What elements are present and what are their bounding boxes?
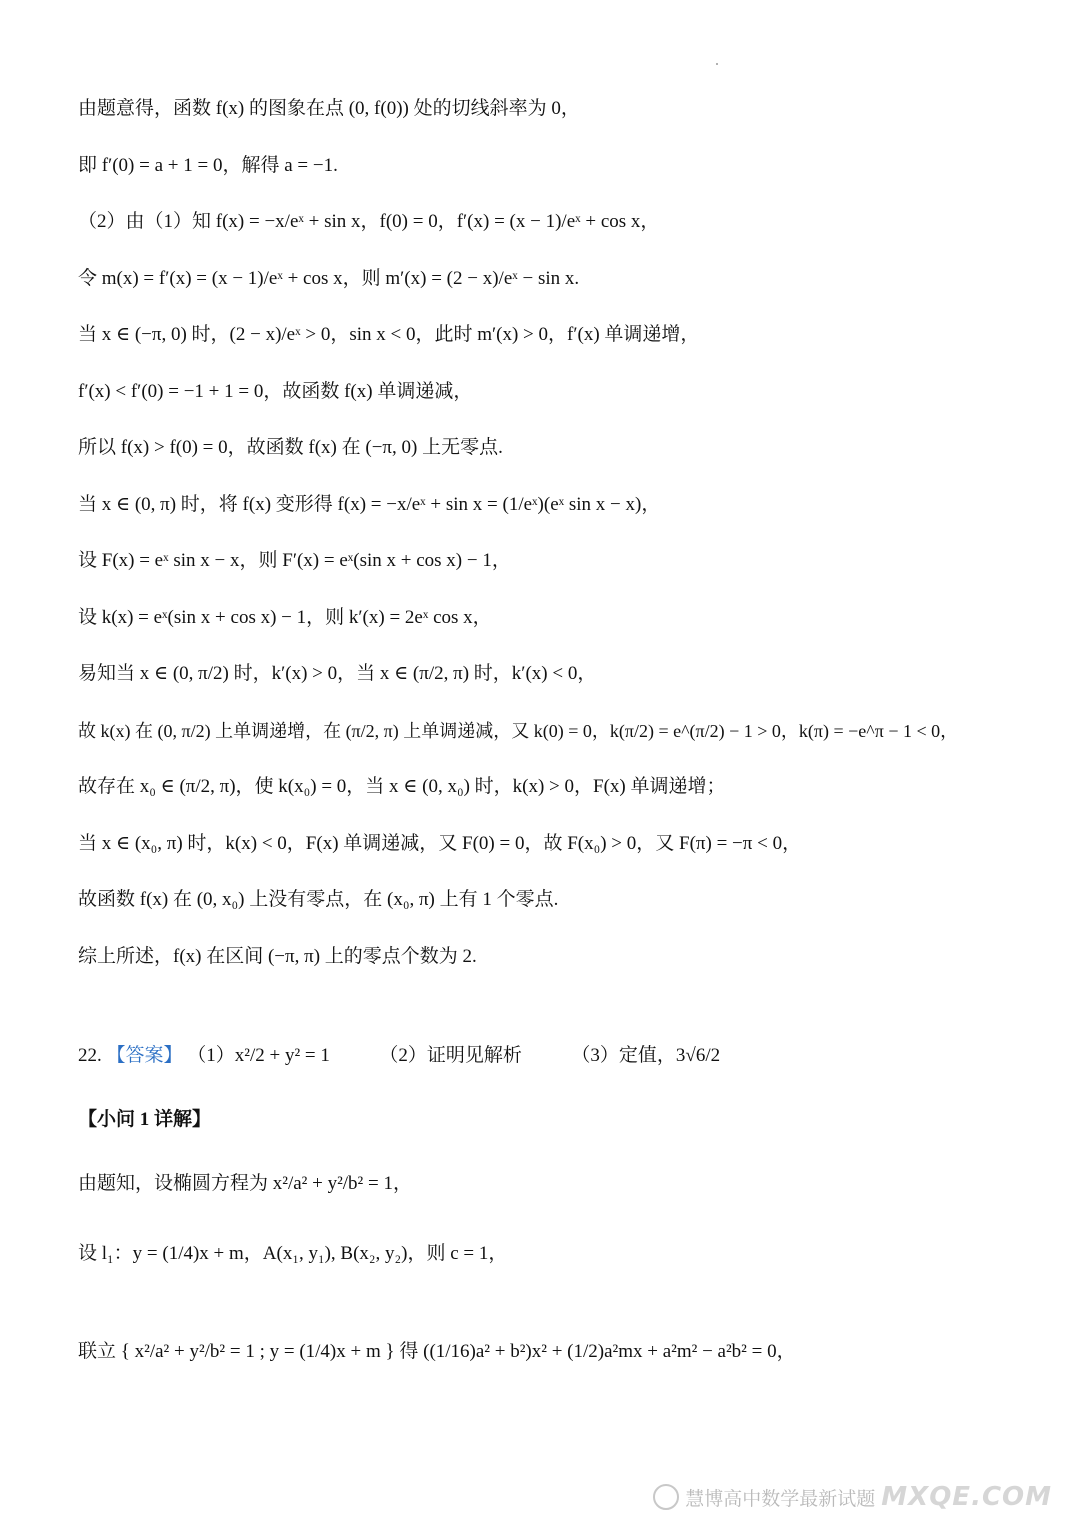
text-line: 设 F(x) = eˣ sin x − x，则 F′(x) = eˣ(sin x + cos x) − 1， [78, 550, 511, 571]
text-line: 故函数 f(x) 在 (0, x₀) 上没有零点，在 (x₀, π) 上有 1 个零点. [78, 889, 559, 910]
watermark [653, 1477, 1052, 1517]
text-line: 综上所述，f(x) 在区间 (−π, π) 上的零点个数为 2. [78, 946, 477, 967]
text-line: 由题意得，函数 f(x) 的图象在点 (0, f(0)) 处的切线斜率为 0， [78, 98, 580, 119]
answer-part-2: （2）证明见解析 [379, 1045, 522, 1066]
answer-tag: 【答案】 [106, 1045, 183, 1066]
wechat-icon [653, 1484, 679, 1510]
sub-question-heading: 【小问 1 详解】 [78, 1109, 212, 1130]
text-line: 设 l₁：y = (1/4)x + m，A(x₁, y₁), B(x₂, y₂)，则 c = 1， [78, 1243, 508, 1264]
watermark-text: 慧博高中数学最新试题 [685, 1487, 876, 1510]
text-line: 即 f′(0) = a + 1 = 0，解得 a = −1. [78, 155, 338, 176]
text-line: f′(x) < f′(0) = −1 + 1 = 0，故函数 f(x) 单调递减， [78, 381, 473, 402]
text-line: 所以 f(x) > f(0) = 0，故函数 f(x) 在 (−π, 0) 上无零点. [78, 437, 503, 458]
text-line: （2）由（1）知 f(x) = −x/eˣ + sin x，f(0) = 0，f′(x) = (x − 1)/eˣ + cos x， [78, 211, 660, 232]
text-line: 当 x ∈ (−π, 0) 时，(2 − x)/eˣ > 0，sin x < 0，此时 m′(x) > 0，f′(x) 单调递增， [78, 324, 700, 345]
watermark-logo: MXQE.COM [881, 1482, 1052, 1512]
answer-part-3: （3）定值，3√6/2 [571, 1045, 721, 1066]
answer-line [78, 1042, 720, 1070]
question-number: 22. [78, 1045, 102, 1066]
text-line: 联立 { x²/a² + y²/b² = 1 ; y = (1/4)x + m } 得 ((1/16)a² + b²)x² + (1/2)a²mx + a²m² − a²b² = 0， [78, 1341, 796, 1362]
text-line: 故 k(x) 在 (0, π/2) 上单调递增，在 (π/2, π) 上单调递减，又 k(0) = 0，k(π/2) = e^(π/2) − 1 > 0，k(π) = −e^π − 1 < 0， [78, 721, 959, 741]
answer-part-1: （1）x²/2 + y² = 1 [187, 1045, 330, 1066]
scan-dot [716, 63, 718, 65]
text-line: 令 m(x) = f′(x) = (x − 1)/eˣ + cos x，则 m′(x) = (2 − x)/eˣ − sin x. [78, 268, 580, 289]
text-line: 当 x ∈ (x₀, π) 时，k(x) < 0，F(x) 单调递减，又 F(0) = 0，故 F(x₀) > 0，又 F(π) = −π < 0， [78, 833, 802, 854]
text-line: 易知当 x ∈ (0, π/2) 时，k′(x) > 0，当 x ∈ (π/2, π) 时，k′(x) < 0， [78, 663, 597, 684]
text-line: 当 x ∈ (0, π) 时，将 f(x) 变形得 f(x) = −x/eˣ + sin x = (1/eˣ)(eˣ sin x − x)， [78, 494, 661, 515]
text-line: 由题知，设椭圆方程为 x²/a² + y²/b² = 1， [78, 1173, 412, 1194]
text-line: 设 k(x) = eˣ(sin x + cos x) − 1，则 k′(x) = 2eˣ cos x， [78, 607, 492, 628]
text-line: 故存在 x₀ ∈ (π/2, π)，使 k(x₀) = 0，当 x ∈ (0, x₀) 时，k(x) > 0，F(x) 单调递增； [78, 776, 726, 797]
